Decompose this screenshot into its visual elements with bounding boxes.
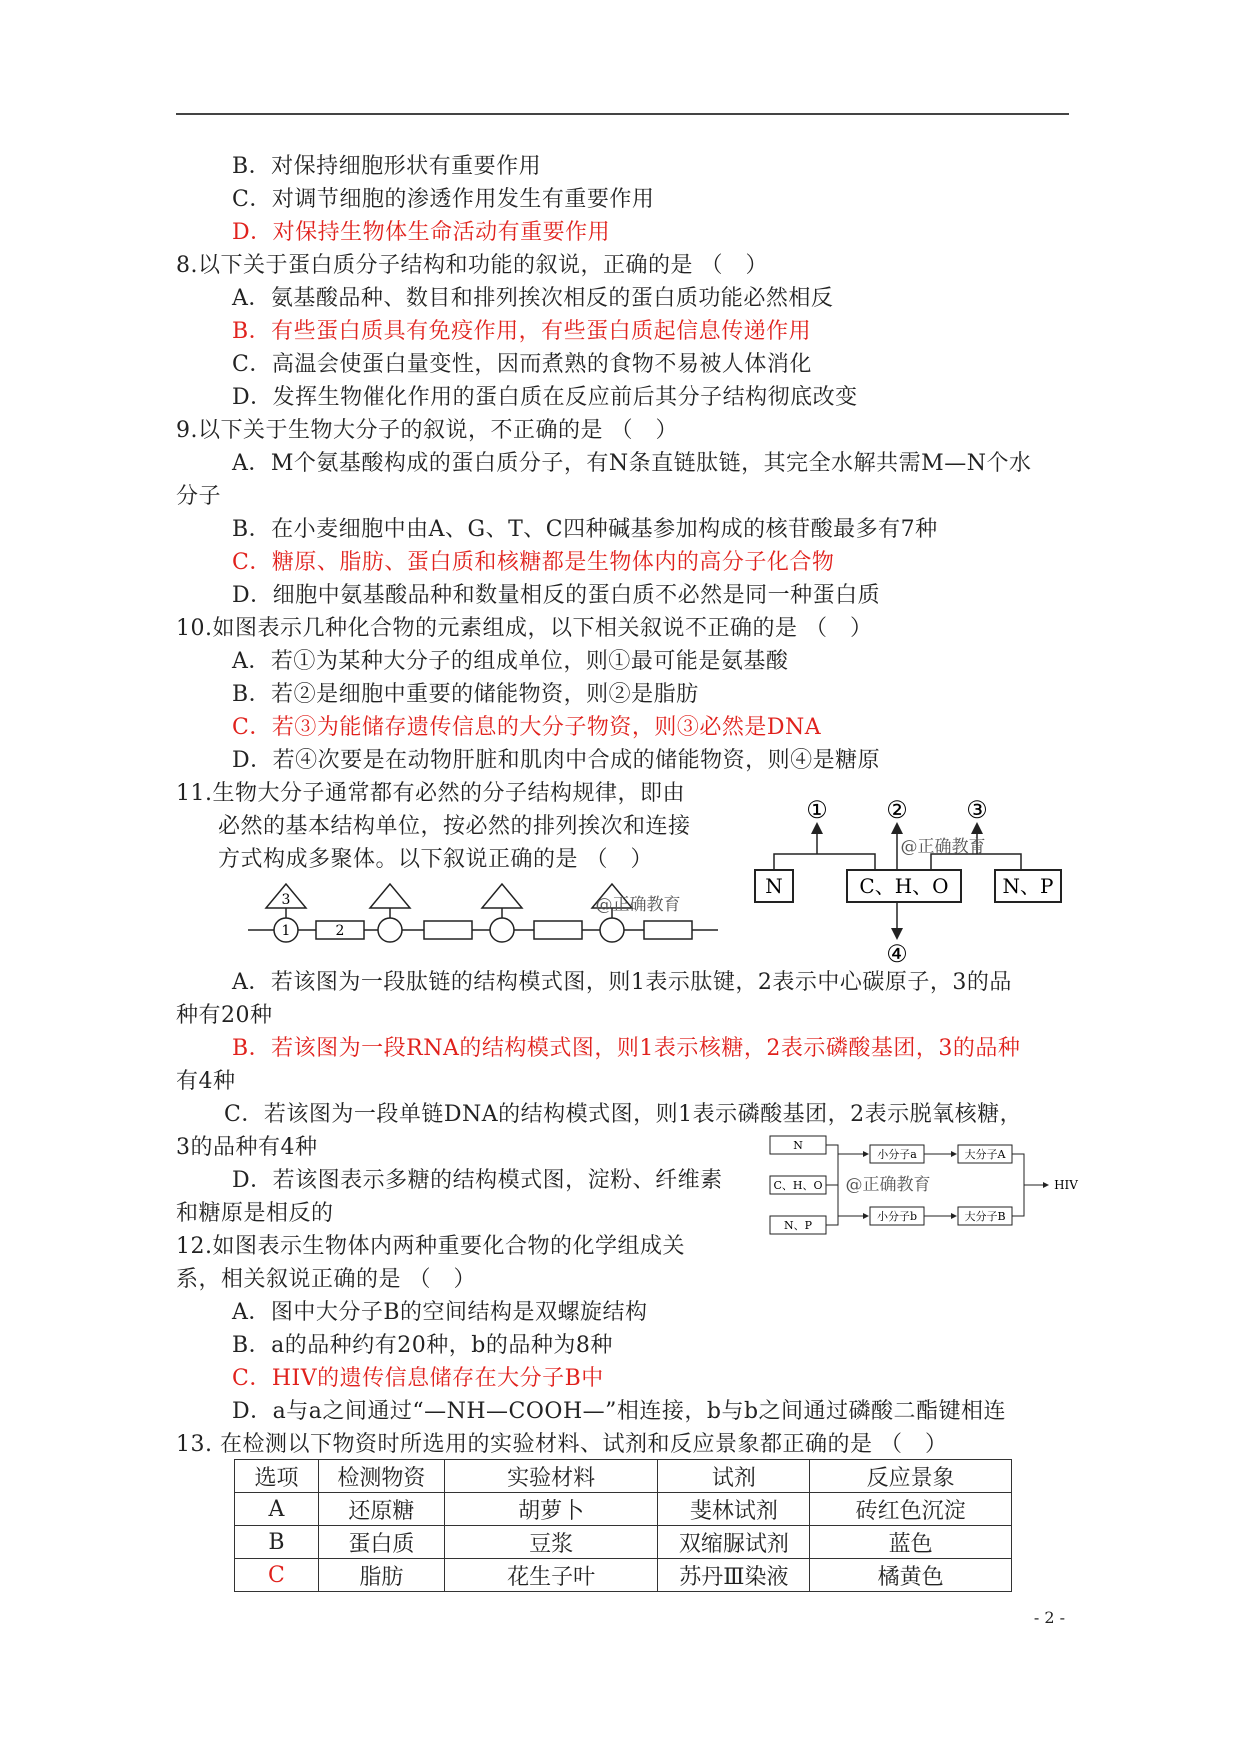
table-cell: B bbox=[235, 1526, 319, 1559]
fig12-box-cho: C、H、O bbox=[773, 1179, 823, 1192]
text-line: 10.如图表示几种化合物的元素组成，以下相关叙说不正确的是 （ ） bbox=[176, 616, 873, 641]
table-cell: A bbox=[235, 1493, 319, 1526]
text-line: 方式构成多聚体。以下叙说正确的是 （ ） bbox=[218, 847, 653, 872]
text-line: C．HIV的遗传信息储存在大分子B中 bbox=[232, 1366, 604, 1391]
figure-q11-chain bbox=[248, 880, 718, 952]
fig11-label-1: 1 bbox=[281, 923, 291, 939]
text-line: C．对调节细胞的渗透作用发生有重要作用 bbox=[232, 187, 655, 212]
fig10-label-3: ③ bbox=[966, 796, 988, 824]
text-line: 必然的基本结构单位，按必然的排列挨次和连接 bbox=[218, 814, 691, 839]
fig12-hiv: HIV bbox=[1054, 1178, 1078, 1192]
table-cell: 蓝色 bbox=[810, 1526, 1012, 1559]
col-header: 反应景象 bbox=[810, 1460, 1012, 1493]
table-cell: 还原糖 bbox=[318, 1493, 444, 1526]
table-cell: 苏丹Ⅲ染液 bbox=[658, 1559, 810, 1592]
text-line: D．对保持生物体生命活动有重要作用 bbox=[232, 220, 611, 245]
fig10-label-4: ④ bbox=[886, 940, 908, 968]
text-line: 8.以下关于蛋白质分子结构和功能的叙说，正确的是 （ ） bbox=[176, 253, 768, 278]
fig11-label-3: 3 bbox=[281, 892, 291, 908]
text-line: 12.如图表示生物体内两种重要化合物的化学组成关 bbox=[176, 1234, 685, 1259]
fig10-box-n: N bbox=[765, 874, 783, 898]
fig12-box-np: N、P bbox=[783, 1219, 813, 1232]
fig10-label-1: ① bbox=[806, 796, 828, 824]
fig10-label-2: ② bbox=[886, 796, 908, 824]
table-cell: C bbox=[235, 1559, 319, 1592]
text-line: B．有些蛋白质具有免疫作用，有些蛋白质起信息传递作用 bbox=[232, 319, 812, 344]
table-cell: 花生子叶 bbox=[444, 1559, 658, 1592]
table-cell: 胡萝卜 bbox=[444, 1493, 658, 1526]
fig12-box-n: N bbox=[793, 1139, 803, 1152]
text-line: C．糖原、脂肪、蛋白质和核糖都是生物体内的高分子化合物 bbox=[232, 550, 835, 575]
table-row bbox=[235, 1493, 1012, 1526]
header-rule bbox=[176, 113, 1069, 115]
text-line: A．M个氨基酸构成的蛋白质分子，有N条直链肽链，其完全水解共需M—N个水 bbox=[232, 451, 1032, 476]
text-line: B．若②是细胞中重要的储能物资，则②是脂肪 bbox=[232, 682, 699, 707]
text-line: B．a的品种约有20种，b的品种为8种 bbox=[232, 1333, 613, 1358]
text-line: B．在小麦细胞中由A、G、T、C四种碱基参加构成的核苷酸最多有7种 bbox=[232, 517, 938, 542]
fig10-box-cho: C、H、O bbox=[859, 874, 949, 898]
fig12-small-a: 小分子a bbox=[877, 1148, 917, 1161]
text-line: C．高温会使蛋白量变性，因而煮熟的食物不易被人体消化 bbox=[232, 352, 812, 377]
fig12-watermark: @正确教育 bbox=[845, 1175, 931, 1195]
text-line: 3的品种有4种 bbox=[176, 1135, 318, 1160]
table-cell: 橘黄色 bbox=[810, 1559, 1012, 1592]
table-row bbox=[235, 1559, 1012, 1592]
fig10-watermark: @正确教育 bbox=[900, 837, 986, 857]
col-header: 试剂 bbox=[658, 1460, 810, 1493]
text-line: B．对保持细胞形状有重要作用 bbox=[232, 154, 542, 179]
table-cell: 砖红色沉淀 bbox=[810, 1493, 1012, 1526]
text-line: 种有20种 bbox=[176, 1003, 273, 1028]
fig11-watermark: @正确教育 bbox=[595, 895, 681, 915]
text-line: 有4种 bbox=[176, 1069, 236, 1094]
text-line: C．若③为能储存遗传信息的大分子物资，则③必然是DNA bbox=[232, 715, 822, 740]
table-cell: 脂肪 bbox=[318, 1559, 444, 1592]
table-cell: 蛋白质 bbox=[318, 1526, 444, 1559]
col-header: 选项 bbox=[235, 1460, 319, 1493]
text-line: A．氨基酸品种、数目和排列挨次相反的蛋白质功能必然相反 bbox=[232, 286, 834, 311]
table-cell: 双缩脲试剂 bbox=[658, 1526, 810, 1559]
fig12-big-a: 大分子A bbox=[964, 1148, 1006, 1161]
fig12-small-b: 小分子b bbox=[876, 1210, 918, 1223]
col-header: 检测物资 bbox=[318, 1460, 444, 1493]
table-q13 bbox=[234, 1459, 1012, 1592]
figure-q12-flow bbox=[768, 1134, 1088, 1238]
text-line: 分子 bbox=[176, 484, 222, 509]
text-line: C．若该图为一段单链DNA的结构模式图，则1表示磷酸基团，2表示脱氧核糖， bbox=[224, 1102, 1023, 1127]
text-line: D．a与a之间通过“—NH—COOH—”相连接，b与b之间通过磷酸二酯键相连 bbox=[232, 1399, 1007, 1424]
text-line: 和糖原是相反的 bbox=[176, 1201, 334, 1226]
fig10-box-np: N、P bbox=[1002, 874, 1054, 898]
text-line: B．若该图为一段RNA的结构模式图，则1表示核糖，2表示磷酸基团，3的品种 bbox=[232, 1036, 1021, 1061]
table-row bbox=[235, 1526, 1012, 1559]
text-line: 11.生物大分子通常都有必然的分子结构规律，即由 bbox=[176, 781, 685, 806]
fig12-big-b: 大分子B bbox=[964, 1210, 1006, 1223]
text-line: A．图中大分子B的空间结构是双螺旋结构 bbox=[232, 1300, 648, 1325]
text-line: 系，相关叙说正确的是 （ ） bbox=[176, 1267, 476, 1292]
text-line: A．若该图为一段肽链的结构模式图，则1表示肽键，2表示中心碳原子，3的品 bbox=[232, 970, 1012, 995]
text-line: D．细胞中氨基酸品种和数量相反的蛋白质不必然是同一种蛋白质 bbox=[232, 583, 881, 608]
text-line: 9.以下关于生物大分子的叙说，不正确的是 （ ） bbox=[176, 418, 678, 443]
text-line: D．若④次要是在动物肝脏和肌肉中合成的储能物资，则④是糖原 bbox=[232, 748, 881, 773]
table-cell: 豆浆 bbox=[444, 1526, 658, 1559]
text-line: D．若该图表示多糖的结构模式图，淀粉、纤维素 bbox=[232, 1168, 723, 1193]
figure-q10-element-diagram bbox=[745, 792, 1075, 972]
table-header-row bbox=[235, 1460, 1012, 1493]
page-number: - 2 - bbox=[1033, 1608, 1065, 1627]
text-line: 13. 在检测以下物资时所选用的实验材料、试剂和反应景象都正确的是 （ ） bbox=[176, 1432, 948, 1457]
text-line: D．发挥生物催化作用的蛋白质在反应前后其分子结构彻底改变 bbox=[232, 385, 858, 410]
col-header: 实验材料 bbox=[444, 1460, 658, 1493]
text-line: A．若①为某种大分子的组成单位，则①最可能是氨基酸 bbox=[232, 649, 789, 674]
fig11-label-2: 2 bbox=[335, 923, 345, 939]
table-cell: 斐林试剂 bbox=[658, 1493, 810, 1526]
